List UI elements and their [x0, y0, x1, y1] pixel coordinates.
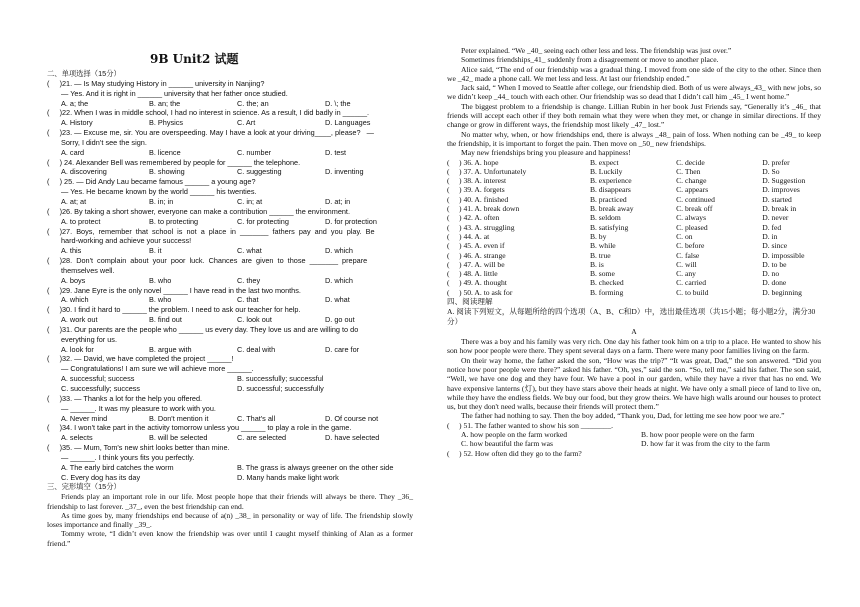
option-text: A. a; the [61, 98, 89, 108]
option-text: B. how poor people were on the farm [641, 429, 755, 439]
option-text: B. will be selected [149, 433, 208, 443]
option-text: B. practiced [589, 194, 627, 204]
option-text: C. Art [237, 118, 256, 128]
option-text: D. how far it was from the city to the farm [641, 439, 770, 449]
option-text: C. appears [676, 185, 709, 195]
option-text: C. what [237, 246, 262, 256]
option-text: B. argue with [149, 344, 192, 354]
option-text: D. beginning [762, 287, 802, 297]
option-text: B. expect [589, 157, 619, 167]
option-text: D. for protection [325, 216, 377, 226]
cloze-paragraph: Tommy wrote, “I didn’t even know the friendship was over until I caught myself thinking of Alan as a former friend.” [47, 529, 413, 548]
option-row [47, 276, 413, 286]
question-line: ( )32. — David, we have completed the project ______! [47, 354, 234, 364]
option-text: C. always [676, 213, 707, 223]
option-text: B. while [589, 241, 616, 251]
option-text: C. on [676, 231, 693, 241]
option-text: D. improves [762, 185, 800, 195]
option-row [47, 315, 413, 325]
option-text: B. licence [149, 147, 181, 157]
option-row [47, 118, 413, 128]
option-text: B. successfully; successful [237, 374, 324, 384]
question-line: — Yes. He became known by the world ______ his twenties. [61, 187, 257, 197]
option-text: ( ) 39. A. forgets [447, 185, 505, 195]
question-item [47, 443, 413, 482]
question-line: ( )22. When I was in middle school, I had no interest in science. As a result, I did badly in ______. [47, 108, 370, 118]
option-text: D. Many hands make light work [237, 472, 339, 482]
option-text: C. that [237, 295, 259, 305]
option-text: B. who [149, 295, 172, 305]
option-text: C. look out [237, 315, 272, 325]
option-text: C. before [676, 241, 705, 251]
section-heading: 二、单项选择（15分） [47, 69, 121, 78]
question-line: — Yes. And it is right in ______ university that her father once studied. [61, 88, 288, 98]
cloze-option-row [447, 158, 821, 167]
cloze-options-list [447, 158, 821, 297]
question-line: — Congratulations! I am sure we will achieve more ______. [61, 364, 254, 374]
option-text: B. it [149, 246, 162, 256]
page-title: 9B Unit2 试题 [150, 52, 239, 66]
cloze-paragraph: Peter explained. “We _40_ seeing each other less and less. The friendship was just over.” [461, 46, 732, 55]
option-row [47, 295, 413, 305]
option-text: C. to build [676, 287, 709, 297]
option-text: D. \; the [325, 98, 351, 108]
option-text: A. at; at [61, 196, 87, 206]
option-text: A. work out [61, 315, 98, 325]
option-text: D. successful; successfully [237, 384, 324, 393]
option-text: A. look for [61, 344, 94, 354]
passage-paragraph: The father had nothing to say. Then the boy added, “Thank you, Dad, for letting me see how poor we are.” [461, 411, 785, 421]
question-line: ( )30. I find it hard to ______ the problem. I need to ask our teacher for help. [47, 305, 301, 315]
option-text: ( ) 45. A. even if [447, 241, 505, 251]
option-text: D. done [762, 278, 787, 288]
option-text: B. true [589, 250, 611, 260]
option-text: B. forming [589, 287, 624, 297]
option-text: ( ) 43. A. struggling [447, 222, 515, 232]
cloze-paragraph: No matter why, when, or how friendships end, there is always _48_ pain of loss. When nothing can be _49_ to keep the friendship, it is important to forget the pain. Then move on _50_ new friendships. [447, 129, 821, 148]
option-text: B. break away [589, 204, 634, 214]
cloze-option-row [447, 278, 821, 287]
option-row [47, 414, 413, 424]
cloze-option-row [447, 241, 821, 250]
option-row [47, 473, 413, 483]
option-text: C. for protecting [237, 216, 289, 226]
question-item [47, 256, 413, 286]
option-text: D. no [762, 269, 780, 279]
option-text: C. decide [676, 157, 705, 167]
question-line: ( )27. Boys, remember that school is not a place in _______ fathers pay and you play. Be [47, 226, 375, 236]
option-text: B. seldom [589, 213, 621, 223]
option-text: D. care for [325, 344, 360, 354]
option-text: C. how beautiful the farm was [461, 439, 553, 449]
option-text: B. is [589, 259, 604, 269]
option-text: C. suggesting [237, 167, 282, 177]
option-text: ( ) 37. A. Unfortunately [447, 166, 527, 176]
cloze-option-row [447, 167, 821, 176]
section-description: A. 阅读下列短文，从每题所给的四个选项（A、B、C和D）中，选出最佳选项（共15小题；每小题2分，满分30分） [447, 307, 816, 327]
option-text: C. continued [676, 194, 715, 204]
question-item [47, 286, 413, 306]
option-text: C. change [676, 176, 707, 186]
option-row [47, 246, 413, 256]
option-text: C. number [237, 147, 272, 157]
option-text: B. checked [589, 278, 624, 288]
option-text: A. History [61, 118, 93, 128]
option-text: D. impossible [762, 250, 805, 260]
question-line: ( )21. — Is May studying History in ______ university in Nanjing? [47, 78, 265, 88]
option-text: ( ) 40. A. finished [447, 194, 509, 204]
option-text: ( ) 47. A. will be [447, 259, 505, 269]
option-row [47, 345, 413, 355]
option-text: A. which [61, 295, 89, 305]
cloze-paragraph: Jack said, “ When I moved to Seattle after college, our friendship died. Both of us were always_43_ with new jobs, so we didn’t keep _44_ touch with each other. Our friendship was so dead that I didn’t call him _45_ I went home.” [447, 83, 821, 102]
question-line: ( )29. Jane Eyre is the only novel ______ I have read in the last two months. [47, 285, 301, 295]
option-row [47, 384, 413, 394]
cloze-option-row [447, 288, 821, 297]
option-text: D. which [325, 246, 353, 256]
question-item [47, 177, 413, 207]
cloze-option-row [447, 204, 821, 213]
reading-passage [447, 337, 821, 421]
option-text: D. in [762, 231, 778, 241]
cloze-paragraph: May new friendships bring you pleasure and happiness! [461, 148, 631, 158]
option-text: D. what [325, 295, 350, 305]
cloze-option-row [447, 269, 821, 278]
option-text: D. Of course not [325, 413, 379, 423]
option-text: B. an; the [149, 98, 181, 108]
option-text: A. to protect [61, 216, 101, 226]
option-text: B. in; in [149, 196, 174, 206]
option-text: D. at; in [325, 196, 351, 206]
passage-paragraph: On their way home, the father asked the son, “How was the trip?” “It was great, Dad,” the son answered. “Did you notice how poor people were there?” asked his father. “Oh, yes,” said the son. “So, tell me,” said his father. The son said, “Well, we have one dog and they have four. We have a pool in our garden, while they have a river that has no end. We have expensive lanterns (灯), but they have stars above their heads at night. We have only a small piece of land to live on, while they have the endless fields. We buy our food, but they grow theirs. We have high walls around our houses to protect us, but they don't need walls, because their friends will protect them.” [447, 355, 821, 412]
option-text: C. Then [676, 166, 701, 176]
option-text: A. The early bird catches the worm [61, 462, 174, 472]
option-text: C. That's all [237, 413, 276, 423]
option-text: A. selects [61, 433, 93, 443]
option-text: D. go out [325, 315, 355, 325]
question-51: ( ) 51. The father wanted to show his son ________. [447, 420, 614, 430]
question-line: ( )34. I won't take part in the activity tomorrow unless you ______ to play a role in the game. [47, 423, 352, 433]
option-text: ( ) 38. A. interest [447, 176, 507, 186]
option-text: D. have selected [325, 433, 380, 443]
question-item [47, 227, 413, 257]
option-text: ( ) 44. A. at [447, 231, 490, 241]
question-item [47, 354, 413, 393]
option-text: C. will [676, 259, 697, 269]
multiple-choice-list [47, 79, 413, 483]
option-text: C. they [237, 275, 261, 285]
question-51-options [447, 430, 821, 449]
section-heading: 三、完形填空（15分） [47, 482, 121, 492]
question-item [47, 394, 413, 424]
cloze-paragraph: Sometimes friendships_41_ suddenly from a disagreement or move to another place. [461, 55, 719, 65]
question-item [47, 207, 413, 227]
option-text: C. carried [676, 278, 707, 288]
question-item [47, 128, 413, 158]
option-text: A. card [61, 147, 85, 157]
option-text: C. in; at [237, 196, 263, 206]
question-line: — ______. It was my pleasure to work with you. [61, 403, 216, 413]
option-text: B. Physics [149, 118, 184, 128]
section-heading: 四、阅读理解 [447, 297, 493, 307]
option-row [47, 167, 413, 177]
question-line: ( )23. — Excuse me, sir. You are overspeeding. May I have a look at your driving____, please? — [47, 128, 374, 138]
cloze-paragraph: Alice said, “The end of our friendship was a gradual thing. I moved from one side of the city to the other. Since then we _42_ made a phone call. We met less and less. At last our friendship ended.” [447, 64, 821, 83]
option-text: B. find out [149, 315, 182, 325]
option-text: B. by [589, 231, 607, 241]
option-text: ( ) 42. A. often [447, 213, 500, 223]
option-row [47, 148, 413, 158]
option-text: B. some [589, 269, 615, 279]
option-text: D. test [325, 147, 347, 157]
question-line: themselves well. [61, 265, 115, 275]
option-text: C. successfully; success [61, 384, 141, 393]
cloze-option-row [447, 185, 821, 194]
option-text: D. So [762, 166, 780, 176]
option-text: B. Don't mention it [149, 413, 209, 423]
option-text: A. successful; success [61, 374, 135, 384]
question-line: ( ) 24. Alexander Bell was remembered by people for ______ the telephone. [47, 157, 301, 167]
option-text: B. The grass is always greener on the other side [237, 462, 394, 472]
cloze-option-row [447, 213, 821, 222]
cloze-passage-continued [447, 46, 821, 158]
question-item [47, 305, 413, 325]
question-line: everything for us. [61, 334, 117, 344]
option-row [47, 217, 413, 227]
option-text: B. Luckily [589, 166, 623, 176]
option-text: A. this [61, 246, 82, 256]
option-text: C. pleased [676, 222, 708, 232]
option-text: B. experience [589, 176, 632, 186]
option-text: D. inventing [325, 167, 364, 177]
option-text: C. are selected [237, 433, 287, 443]
option-text: A. Never mind [61, 413, 108, 423]
cloze-option-row [447, 223, 821, 232]
cloze-option-row [447, 232, 821, 241]
cloze-option-row [447, 251, 821, 260]
option-text: C. Every dog has its day [61, 472, 141, 482]
option-text: ( ) 49. A. thought [447, 278, 507, 288]
cloze-passage [47, 492, 413, 548]
question-item [47, 423, 413, 443]
option-text: B. satisfying [589, 222, 629, 232]
option-text: D. fed [762, 222, 782, 232]
option-text: C. the; an [237, 98, 269, 108]
option-text: A. discovering [61, 167, 107, 177]
option-text: D. started [762, 194, 792, 204]
option-text: A. how people on the farm worked [461, 429, 568, 439]
question-line: ( ) 25. — Did Andy Lau became famous ______ a young age? [47, 177, 256, 187]
question-line: ( )26. By taking a short shower, everyone can make a contribution ______ the environment. [47, 206, 350, 216]
option-text: ( ) 50. A. to ask for [447, 287, 513, 297]
option-text: D. which [325, 275, 353, 285]
option-row [47, 374, 413, 384]
question-line: ( )31. Our parents are the people who ______ us every day. They love us and are willing to do [47, 324, 359, 334]
cloze-paragraph: The biggest problem to a friendship is change. Lillian Rubin in her book Just Friends say, “Generally it’s _46_ that friends will accept each other if they both remain what they were when they met, or change in similar directions. If they change or grow in different ways, the friendship most likely _47_ lost.” [447, 101, 821, 130]
option-text: ( ) 36. A. hope [447, 157, 499, 167]
question-item [47, 108, 413, 128]
question-52: ( ) 52. How often did they go to the farm? [447, 448, 582, 458]
option-text: D. Suggestion [762, 176, 806, 186]
option-row [447, 430, 821, 439]
question-line: ( )28. Don't complain about your poor luck. Chances are given to those _______ prepare [47, 256, 368, 266]
question-line: hard-working and achieve your success! [61, 236, 192, 246]
option-text: C. any [676, 269, 696, 279]
option-row [47, 433, 413, 443]
option-text: ( ) 48. A. little [447, 269, 498, 279]
option-text: A. boys [61, 275, 86, 285]
right-column [447, 46, 821, 458]
option-text: C. false [676, 250, 700, 260]
option-text: D. Languages [325, 118, 371, 128]
option-text: B. showing [149, 167, 185, 177]
option-text: D. to be [762, 259, 787, 269]
question-line: ( )33. — Thanks a lot for the help you offered. [47, 393, 203, 403]
cloze-option-row [447, 176, 821, 185]
option-text: D. break in [762, 204, 797, 214]
passage-label: A [631, 327, 637, 337]
question-item [47, 325, 413, 355]
option-text: D. since [762, 241, 788, 251]
left-column [47, 69, 413, 548]
option-text: D. never [762, 213, 789, 223]
option-text: C. deal with [237, 344, 276, 354]
option-row [447, 439, 821, 448]
passage-paragraph: There was a boy and his family was very rich. One day his father took him on a trip to a place. He wanted to show his son how poor people were there. They spent several days on a farm. There were many poor families living on the farm. [447, 337, 821, 356]
option-row [47, 99, 413, 109]
option-row [47, 197, 413, 207]
question-line: Sorry, I didn’t see the sign. [61, 137, 147, 147]
option-text: D. prefer [762, 157, 790, 167]
question-item [47, 79, 413, 109]
option-row [47, 463, 413, 473]
option-text: B. who [149, 275, 172, 285]
cloze-option-row [447, 260, 821, 269]
question-item [47, 158, 413, 178]
question-line: — ______. I think yours fits you perfectly. [61, 452, 195, 462]
cloze-paragraph: Friends play an important role in our life. Most people hope that their friends will always be there. They _36_ friendship to last forever. _37_, even the best friendship can end. [47, 492, 413, 511]
cloze-option-row [447, 195, 821, 204]
option-text: ( ) 41. A. break down [447, 204, 520, 214]
question-line: ( )35. — Mum, Tom's new shirt looks better than mine. [47, 443, 230, 453]
option-text: C. break off [676, 204, 713, 214]
cloze-paragraph: As time goes by, many friendships end because of a(n) _38_ in personality or way of life. The friendship slowly loses importance and finally _39_. [47, 510, 413, 530]
option-text: B. to protecting [149, 216, 199, 226]
option-text: ( ) 46. A. strange [447, 250, 506, 260]
option-text: B. disappears [589, 185, 631, 195]
